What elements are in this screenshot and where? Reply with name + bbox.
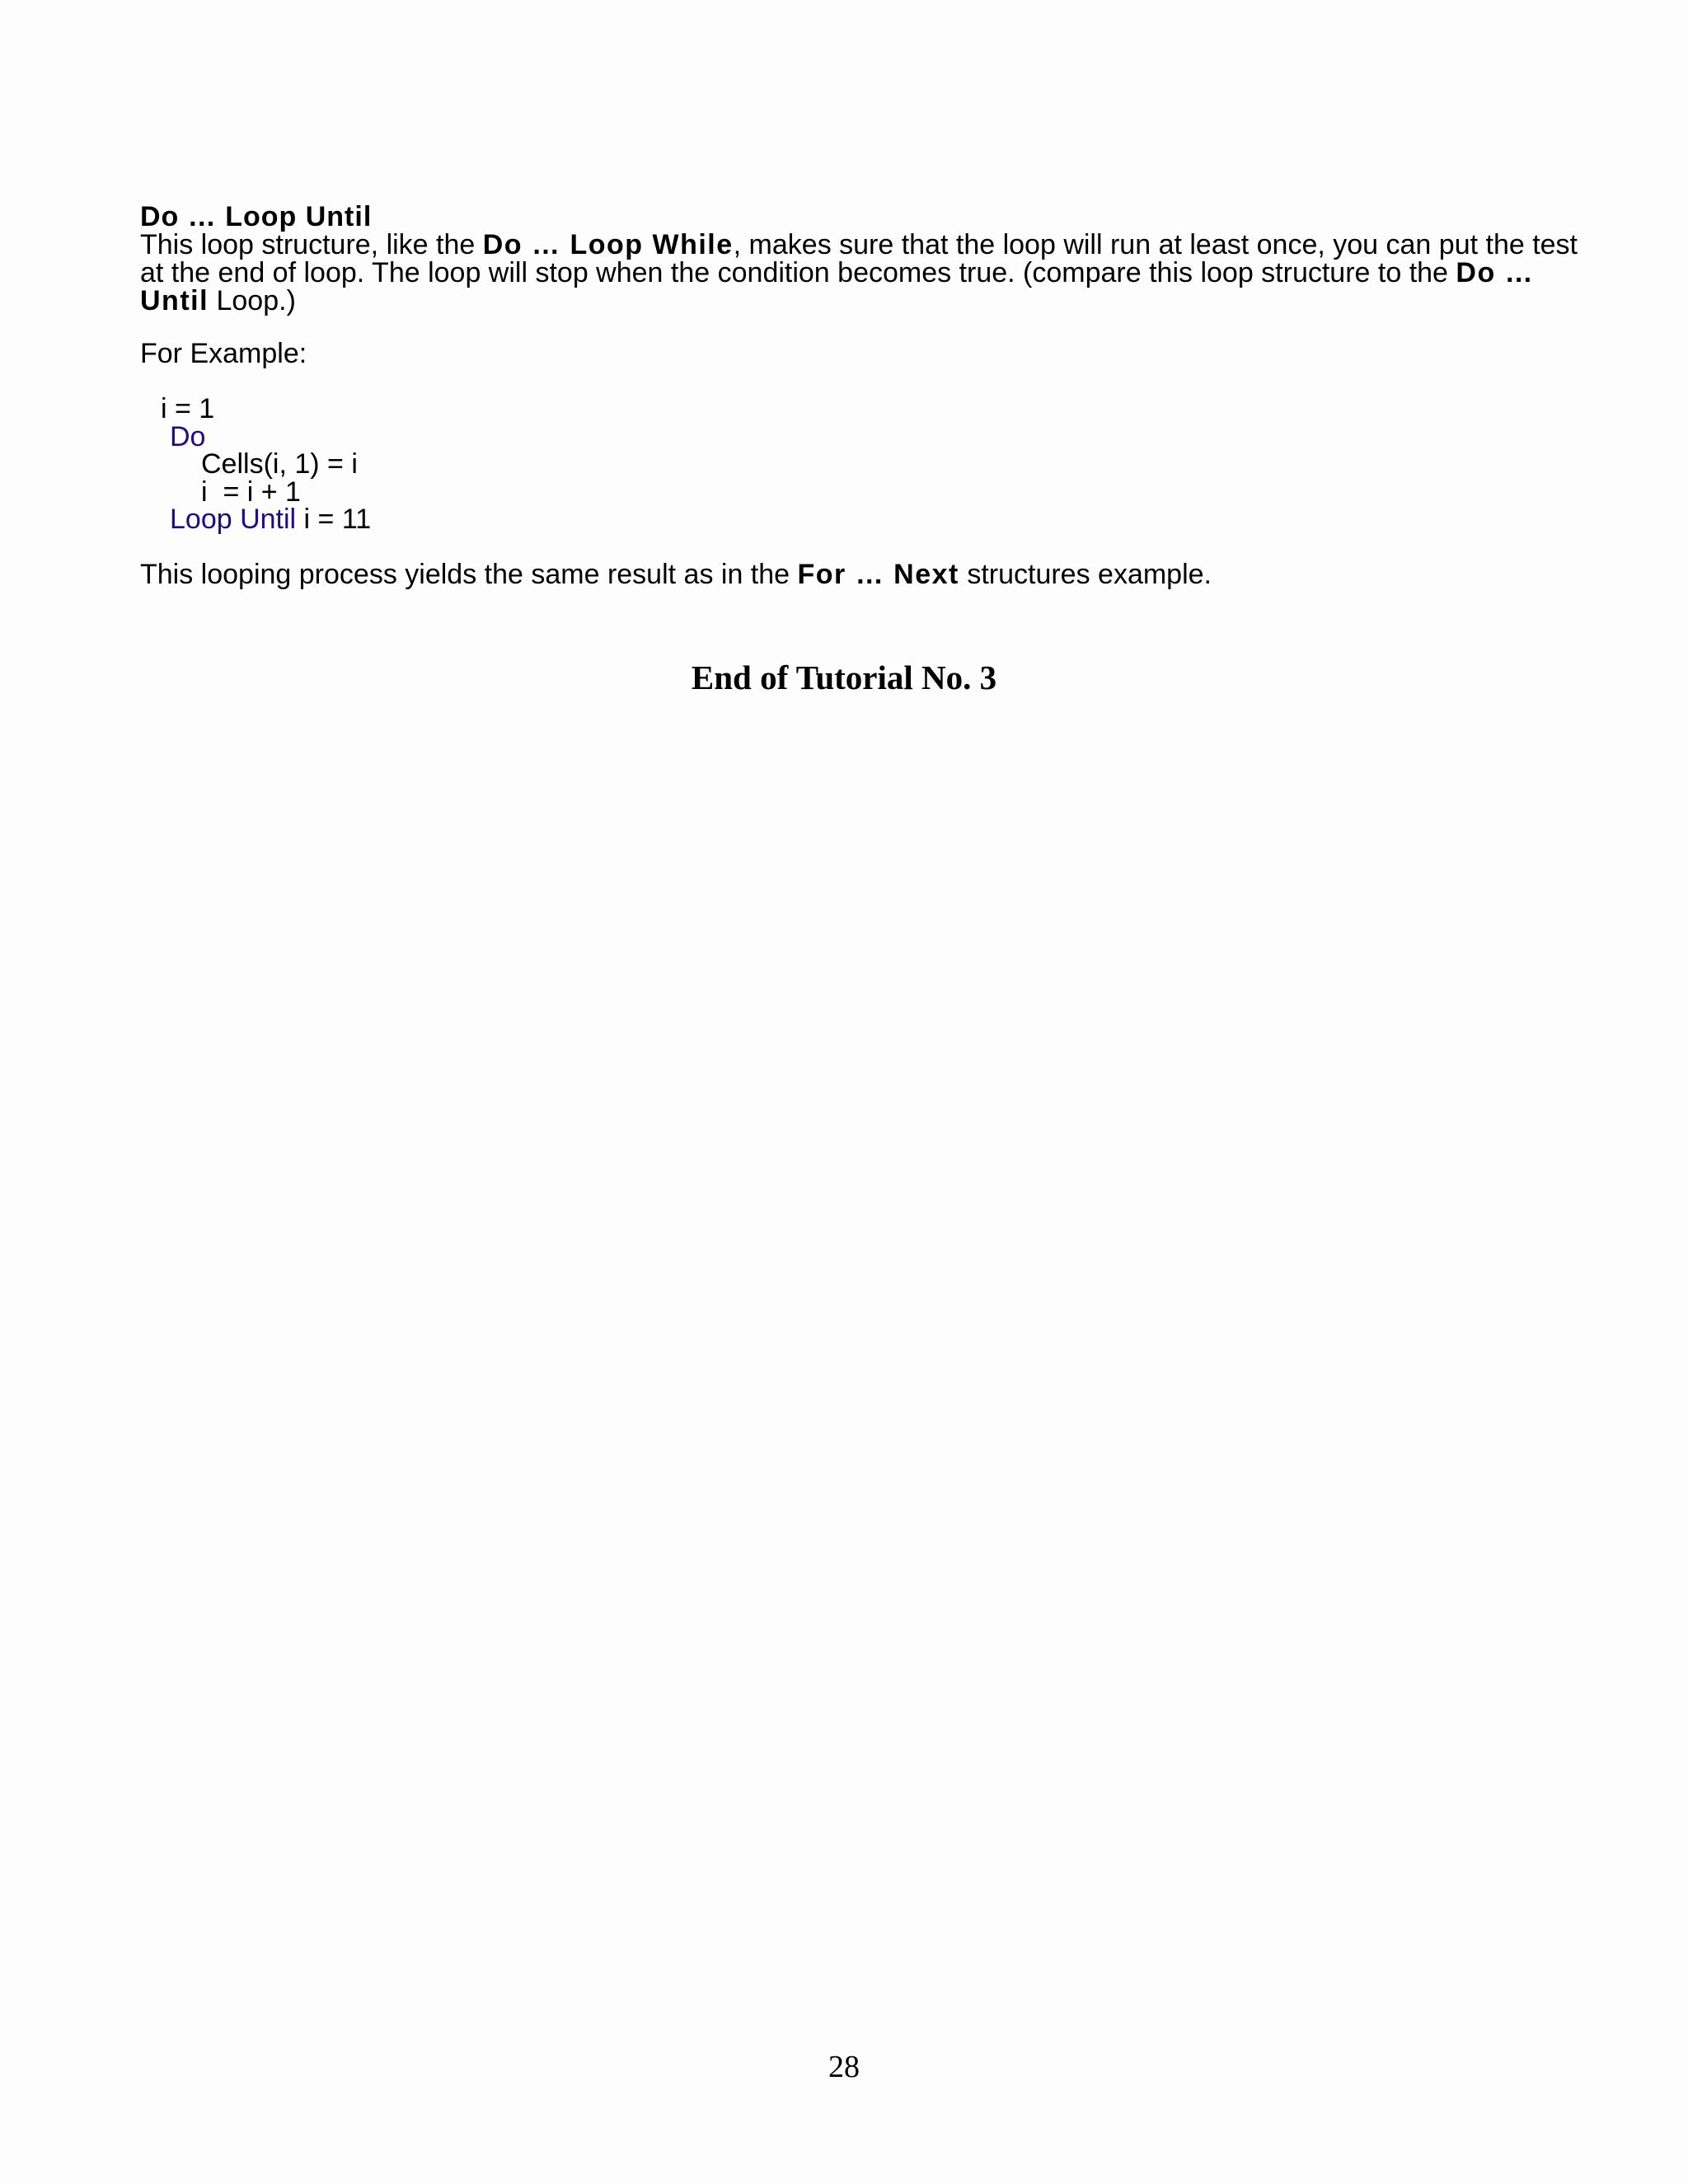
paragraph-line-3 <box>140 287 1574 315</box>
keyword-for-next: For … Next <box>797 559 959 590</box>
paragraph-text: , makes sure that the loop will run at least once, you can put the test <box>733 229 1578 260</box>
section-heading: Do … Loop Until <box>140 201 373 232</box>
code-line-3: Cells(i, 1) = i <box>201 448 358 480</box>
paragraph-line-2 <box>140 259 1574 287</box>
code-example <box>140 393 372 535</box>
code-line-1: i = 1 <box>161 393 215 424</box>
code-condition: i = 11 <box>296 504 372 535</box>
paragraph-line-1 <box>140 229 1578 260</box>
example-label: For Example: <box>140 338 307 369</box>
result-paragraph <box>140 560 1574 588</box>
result-text: This looping process yields the same result as in the <box>140 559 798 590</box>
keyword-do-loop-while: Do … Loop While <box>482 229 734 260</box>
page-number: 28 <box>828 2050 860 2084</box>
code-keyword-loop-until: Loop Until <box>170 504 297 535</box>
result-text: structures example. <box>959 559 1212 590</box>
paragraph-text: Loop.) <box>209 285 296 316</box>
description-paragraph <box>140 229 1578 316</box>
paragraph-text: at the end of loop. The loop will stop when the condition becomes true. (compare this loop structure to the <box>140 257 1456 288</box>
paragraph-text: This loop structure, like the <box>140 229 483 260</box>
code-line-4: i = i + 1 <box>201 476 301 508</box>
keyword-until: Until <box>140 285 209 316</box>
code-line-5 <box>140 506 371 534</box>
keyword-do: Do … <box>1456 257 1535 288</box>
end-of-tutorial-title: End of Tutorial No. 3 <box>691 658 997 696</box>
code-line-2-do: Do <box>170 420 206 452</box>
